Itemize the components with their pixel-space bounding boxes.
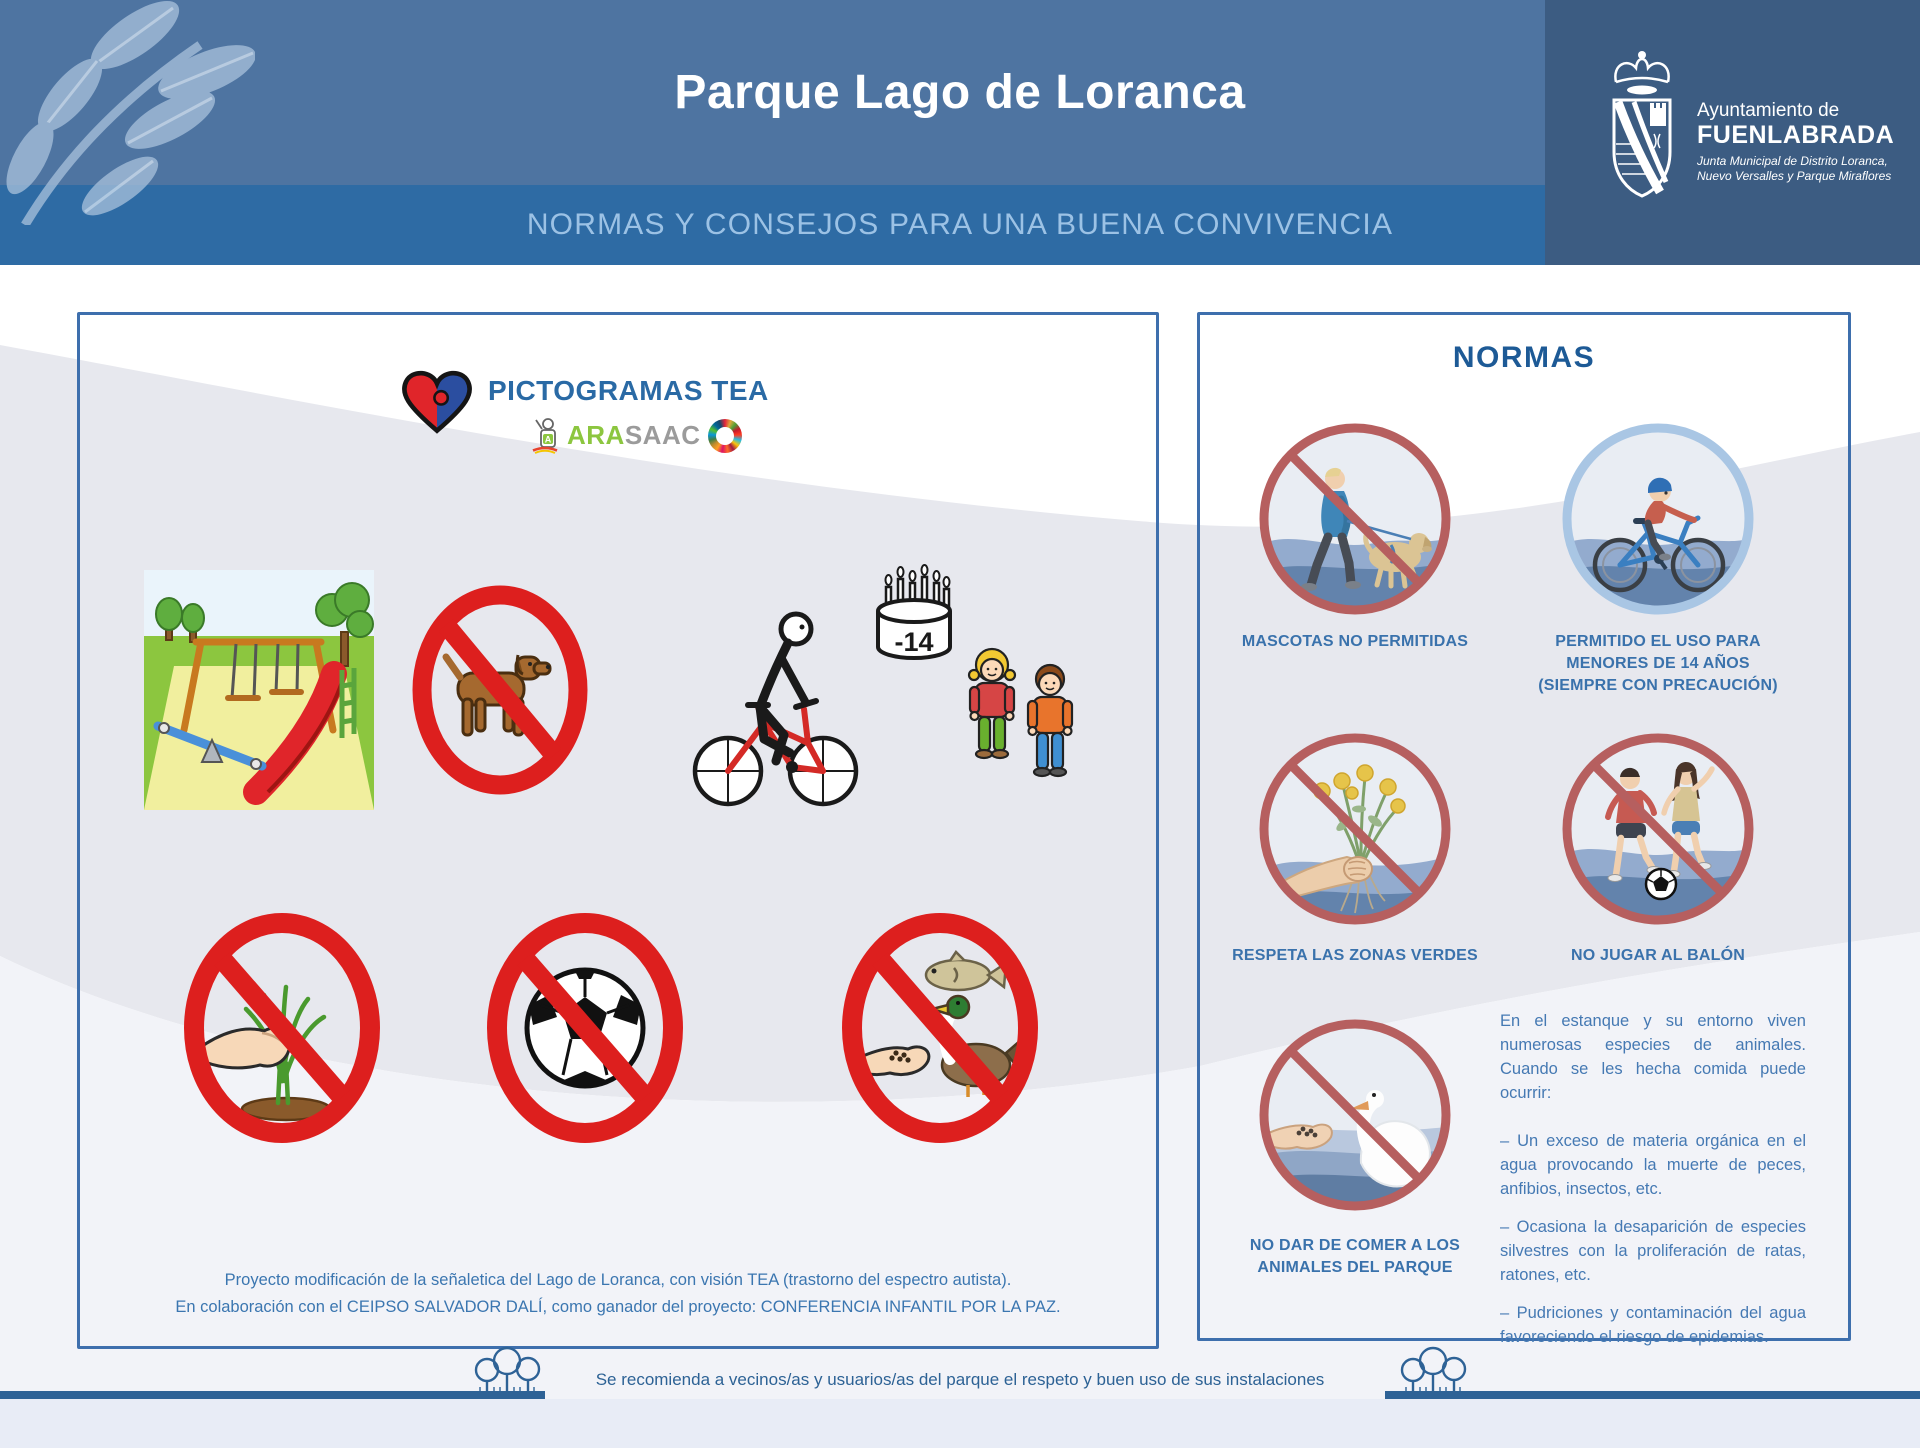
pond-info-bullet-2: – Ocasiona la desaparición de especies silvestres con la proliferación de ratas, ratones, etc. [1500,1218,1806,1284]
puzzle-heart-icon [398,367,476,441]
district-line1: Junta Municipal de Distrito Loranca, [1697,154,1888,168]
no-picking-plants-icon [180,913,384,1143]
credit-line-2: En colaboración con el CEIPSO SALVADOR DALÍ, como ganador del proyecto: CONFERENCIA INFANTIL POR LA PAZ. [175,1298,1061,1316]
rule-label-green-zones: RESPETA LAS ZONAS VERDES [1232,947,1478,964]
arasaac-wordmark [567,420,701,451]
children-icon [962,643,1082,811]
no-feeding-animals-icon [838,913,1042,1143]
tea-panel-title: PICTOGRAMAS TEA [488,375,769,406]
no-picking-flowers-icon [1255,729,1455,929]
rule-label-no-feeding: NO DAR DE COMER A LOS ANIMALES DEL PARQUE [1249,1237,1461,1276]
arasaac-person-icon [530,417,560,454]
municipality-name-line2: FUENLABRADA [1697,121,1895,149]
tea-panel [77,312,1159,1349]
municipality-text [1697,100,1897,184]
footer-divider-left [0,1391,545,1399]
arasaac-logo [530,417,742,454]
district-line2: Nuevo Versalles y Parque Miraflores [1697,169,1892,183]
footer-text: Se recomienda a vecinos/as y usuarios/as del parque el respeto y buen uso de sus instalaciones [595,1370,1325,1389]
rule-label-no-pets: MASCOTAS NO PERMITIDAS [1241,633,1469,650]
no-feeding-swan-icon [1255,1015,1455,1215]
no-ball-games-icon [483,913,687,1143]
child-bicycle-icon [1558,419,1758,619]
page-subtitle: NORMAS Y CONSEJOS PARA UNA BUENA CONVIVENCIA [526,208,1394,241]
birthday-cake-minus-14-icon [864,561,964,673]
coat-of-arms-icon [1602,48,1682,200]
arasaac-letter: A [544,434,552,445]
municipality-name-line1: Ayuntamiento de [1697,100,1840,121]
no-dogs-icon [410,583,590,797]
pond-info-text [1500,1009,1806,1363]
no-ball-icon [1558,729,1758,929]
rule-label-child-bicycle: PERMITIDO EL USO PARA MENORES DE 14 AÑOS (SIEMPRE CON PRECAUCIÓN) [1538,633,1778,694]
pond-info-intro: En el estanque y su entorno viven numerosas especies de animales. Cuando se les hecha comida puede ocurrir: [1500,1012,1806,1102]
pond-info-bullet-1: – Un exceso de materia orgánica en el agua provocando la muerte de peces, anfibios, insectos, etc. [1500,1132,1806,1198]
sdg-wheel-icon [708,419,742,453]
rules-panel-title: NORMAS [1452,341,1596,374]
page-title: Parque Lago de Loranca [674,66,1246,119]
credit-line-1: Proyecto modificación de la señaletica del Lago de Loranca, con visión TEA (trastorno del espectro autista). [224,1271,1012,1289]
pond-info-bullet-3: – Pudriciones y contaminación del agua favoreciendo el riesgo de epidemias. [1500,1304,1806,1346]
rules-panel [1197,312,1851,1346]
bicycle-rider-icon [692,601,860,811]
rule-label-no-ball: NO JUGAR AL BALÓN [1570,947,1746,964]
arasaac-ara: ARA [567,420,625,450]
no-pets-icon [1255,419,1455,619]
cake-age-text: -14 [894,627,934,657]
credit-text [80,1267,1156,1321]
arasaac-saac: SAAC [624,420,701,450]
playground-icon [144,570,374,810]
